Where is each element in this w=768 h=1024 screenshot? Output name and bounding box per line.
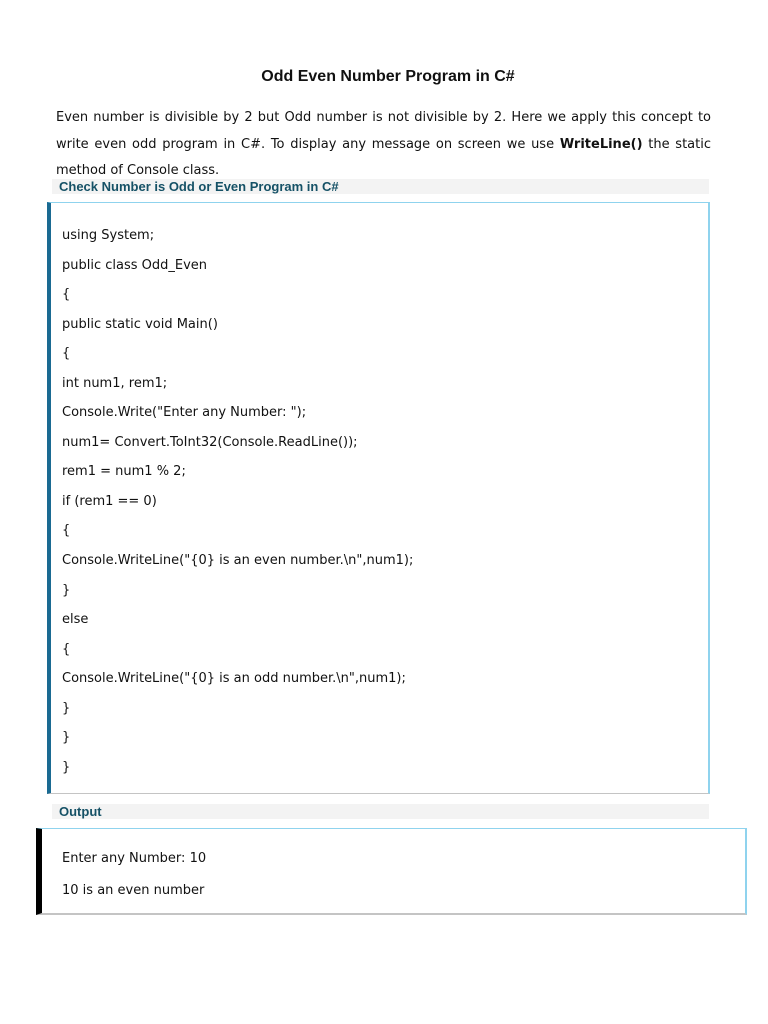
code-line: num1= Convert.ToInt32(Console.ReadLine());: [62, 434, 358, 450]
code-line: Console.Write("Enter any Number: ");: [62, 405, 307, 421]
output-block: [36, 828, 747, 915]
code-line: {: [62, 641, 71, 657]
code-line: {: [62, 346, 71, 362]
code-block: [47, 202, 710, 794]
code-lines: [62, 221, 413, 782]
code-line: }: [62, 582, 71, 598]
intro-paragraph: [56, 105, 711, 185]
output-lines: [62, 843, 206, 907]
code-line: int num1, rem1;: [62, 375, 168, 391]
output-line: Enter any Number: 10: [62, 851, 207, 866]
intro-text-end: the static method of Console class.: [56, 136, 711, 178]
code-line: }: [62, 730, 71, 746]
page-title: Odd Even Number Program in C#: [261, 68, 515, 85]
intro-text-start: Even number is divisible by 2 but Odd number is not divisible by 2. Here we apply this concept to write even odd program in C#. To display any message on screen we use: [56, 110, 711, 152]
output-section-heading: Output: [52, 804, 709, 819]
code-line: public static void Main(): [62, 316, 218, 332]
code-line: rem1 = num1 % 2;: [62, 464, 186, 480]
code-line: {: [62, 523, 71, 539]
code-line: if (rem1 == 0): [62, 493, 157, 509]
code-line: using System;: [62, 228, 155, 243]
code-section-heading: Check Number is Odd or Even Program in C#: [52, 179, 709, 194]
code-line: }: [62, 759, 71, 775]
intro-bold-method: WriteLine(): [559, 136, 643, 152]
code-line: public class Odd_Even: [62, 257, 208, 273]
output-line: 10 is an even number: [62, 883, 205, 898]
code-line: Console.WriteLine("{0} is an odd number.\n",num1);: [62, 671, 406, 687]
code-line: {: [62, 287, 71, 303]
code-line: }: [62, 700, 71, 716]
code-line: else: [62, 612, 89, 628]
code-line: Console.WriteLine("{0} is an even number.\n",num1);: [62, 553, 414, 569]
